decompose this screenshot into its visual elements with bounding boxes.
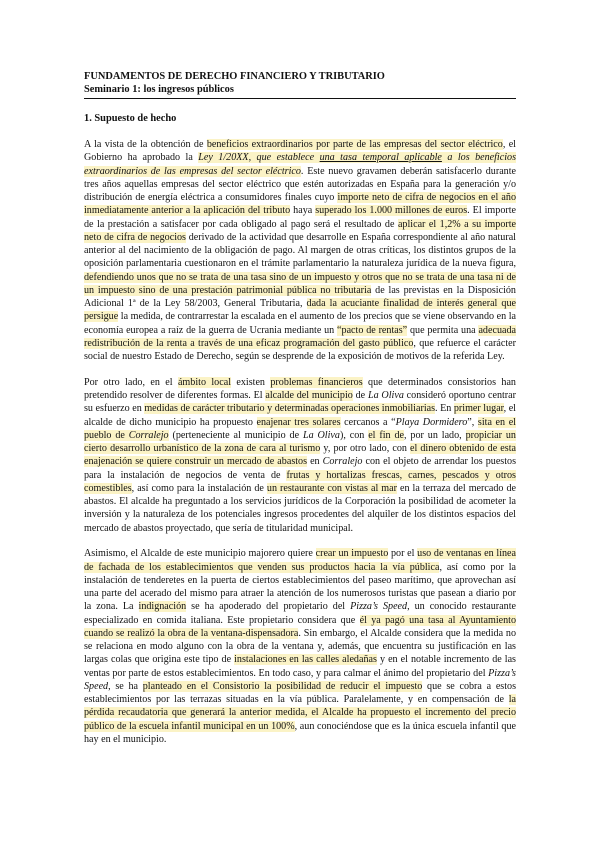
highlighted-text: “pacto de rentas” <box>337 324 408 336</box>
highlighted-text: instalaciones en las calles aledañas <box>234 654 377 666</box>
text-run: derivado de la actividad que desarrolle en España correspondiente al año natural anterior al del nacimiento de la obligación de pago. Al margen de otras críticas, los distintos grupos de la oposición parlamentaria cuestionaron en el trámite parlamentario la naturaleza jurídica de la nueva figura, <box>84 231 516 270</box>
text-run: de las previstas en la Disposición Adicional 1ª de la Ley 58/2003, General Tributaria, <box>84 284 516 309</box>
text-run: La Oliva <box>367 390 404 401</box>
highlighted-text: primer lugar <box>453 403 504 415</box>
text-run: con el objeto de arrendar los puestos para la instalación de negocios de venta de <box>84 456 517 481</box>
highlighted-text: propiciar un cierto desarrollo urbanístico de la zona de cara al turismo <box>84 429 516 454</box>
paragraph-2 <box>84 376 516 535</box>
text-run: que permita una <box>407 324 479 336</box>
highlighted-text: Ley 1/20XX, que establece <box>198 152 320 164</box>
highlighted-text: a los beneficios extraordinarios de las empresas del sector eléctrico <box>84 152 516 177</box>
text-run: ”, <box>467 416 478 428</box>
text-run: haya <box>290 205 316 217</box>
highlighted-text: medidas de carácter tributario y determinadas operaciones inmobiliarias <box>144 403 436 415</box>
text-run: . Este nuevo gravamen deberán satisfacerlo durante tres años aquellas empresas del sector eléctrico que estén autorizadas en España para la generación y/o distribución de energía eléctrica a consumidores finales cuyo <box>84 165 517 203</box>
highlighted-text: adecuada redistribución de la renta a través de una eficaz programación del gasto público <box>84 324 516 349</box>
highlighted-text: superado los 1.000 millones de euros <box>315 205 468 217</box>
highlighted-text: problemas financieros <box>270 376 363 388</box>
text-run: A la vista de la obtención de <box>84 139 207 150</box>
highlighted-text: crear un impuesto <box>315 548 389 560</box>
highlighted-text: aplicar el 1,2% a su importe neto de cifra de negocios <box>84 218 517 243</box>
text-run: . El importe de la prestación a satisfacer por cada obligado al pago será el resultado de <box>84 205 517 230</box>
highlighted-text: el dinero obtenido de esta enajenación se quiere construir un mercado de abastos <box>84 443 516 468</box>
text-run: en la terraza del mercado de abastos. El alcalde ha preguntado a los servicios jurídicos de la Corporación la posibilidad de acometer la inversión y la naturaleza de los potenciales ingresos procedentes del alquiler de los distintos espacios del mercado de abastos proyectado, que sería de titularidad municipal. <box>84 482 516 534</box>
highlighted-text: una tasa temporal aplicable <box>319 152 442 164</box>
text-run: de <box>352 390 368 401</box>
highlighted-text: defendiendo unos que no se trata de una tasa sino de un impuesto y otros que no se trata de una tasa ni de un impuesto sino de una prestación patrimonial pública no tributaria <box>84 271 516 296</box>
text-run: se ha apoderado del propietario del <box>186 601 351 613</box>
highlighted-text: enajenar tres solares <box>256 416 341 428</box>
text-run: Corralejo <box>322 456 363 468</box>
text-run: . En <box>435 403 454 415</box>
text-run: Asimismo, el Alcalde de este municipio majorero quiere <box>84 548 316 560</box>
text-run: que se cobra a estos establecimientos por las terrazas situadas en la vía pública. Paralelamente, y en compensación de <box>84 680 517 705</box>
text-run: , el Gobierno ha aprobado la <box>84 139 516 164</box>
highlighted-text: uso de ventanas en línea de fachada de los establecimientos que venden sus productos hacia la vía pública <box>84 548 517 573</box>
text-run: (perteneciente al municipio de <box>168 429 303 441</box>
text-run: Por otro lado, en el <box>84 376 178 388</box>
document-body <box>84 138 516 759</box>
text-run: Playa Dormidero <box>395 416 468 428</box>
text-run: , que refuerce el carácter social de nuestro Estado de Derecho, según se desprende de la exposición de motivos de la referida Ley. <box>84 337 516 362</box>
text-run: en <box>307 456 323 468</box>
text-run: . Sin embargo, el Alcalde considera que la medida no se relaciona en modo alguno con la obra de la ventana y, además, que encuentra su justificación en las largas colas que origina este tipo de <box>84 627 516 666</box>
section-heading: 1. Supuesto de hecho <box>84 113 177 124</box>
highlighted-text: la pérdida recaudatoria que generará la anterior medida, el Alcalde ha propuesto el incremento del precio público de la escuela infantil municipal en un 100% <box>84 694 516 732</box>
highlighted-text: indignación <box>138 601 187 613</box>
paragraph-1 <box>84 138 516 363</box>
highlighted-text: frutas y hortalizas frescas, carnes, pescados y otros comestibles <box>84 469 516 494</box>
highlighted-text: Corralejo <box>128 429 169 441</box>
highlighted-text: el fin de <box>368 429 405 441</box>
highlighted-text: planteado en el Consistorio la posibilidad de reducir el impuesto <box>142 680 423 692</box>
highlighted-text: alcalde del municipio <box>265 390 353 401</box>
text-run: existen <box>231 376 271 388</box>
highlighted-text: dada la acuciante finalidad de interés general que persigue <box>84 298 516 323</box>
text-run: consideró oportuno centrar su esfuerzo en <box>84 390 516 415</box>
text-run: Pizza’s Speed <box>350 601 408 613</box>
text-run: que determinados consistorios han pretendido resolver de diferentes formas. El <box>84 376 516 401</box>
text-run: la medida, de contrarrestar la escalada en el aumento de los precios que se viene observando en la economía europea a raíz de la guerra de Ucrania mediante un <box>84 311 516 336</box>
text-run: , aun conociéndose que es la única escuela infantil que hay en el municipio. <box>84 720 516 745</box>
text-run: , así como por la instalación de tenderetes en la puerta de ciertos establecimientos del paseo marítimo, que aprovechan así una parte del acerado del mismo para atraer la atención de los numerosos turistas que pasean a diario por la zona. La <box>84 561 516 613</box>
text-run: ), con <box>339 429 369 441</box>
text-run: , un conocido restaurante especializado en comida italiana. Este propietario considera que <box>84 601 516 626</box>
highlighted-text: importe neto de cifra de negocios en el año inmediatamente anterior a la aplicación del tributo <box>84 192 516 217</box>
highlighted-text: beneficios extraordinarios por parte de las empresas del sector eléctrico <box>206 139 503 150</box>
text-run: Pizza’s Speed <box>84 667 516 692</box>
text-run: , por un lado, <box>404 429 466 441</box>
highlighted-text: sita en el pueblo de <box>84 416 516 441</box>
highlighted-text: él ya pagó una tasa al Ayuntamiento cuando se realizó la obra de la ventana-dispensadora <box>84 614 516 639</box>
document-title: FUNDAMENTOS DE DERECHO FINANCIERO Y TRIBUTARIO <box>84 71 385 82</box>
text-run: y en el notable incremento de las ventas por parte de estos establecimientos. En todo caso, y para calmar el ánimo del propietario del <box>84 654 516 679</box>
text-run: , se ha <box>108 680 143 692</box>
highlighted-text: ámbito local <box>177 376 231 388</box>
highlighted-text: un restaurante con vistas al mar <box>266 482 397 494</box>
text-run: por el <box>388 548 418 560</box>
document-header <box>84 70 516 99</box>
document-subtitle: Seminario 1: los ingresos públicos <box>84 83 516 99</box>
paragraph-3 <box>84 547 516 746</box>
text-run: , el alcalde de dicho municipio ha propuesto <box>84 403 516 428</box>
text-run: cercanos a “ <box>340 416 396 428</box>
text-run: , así como para la instalación de <box>131 482 267 494</box>
text-run: y, por otro lado, con <box>320 443 410 454</box>
text-run: La Oliva <box>302 429 340 441</box>
